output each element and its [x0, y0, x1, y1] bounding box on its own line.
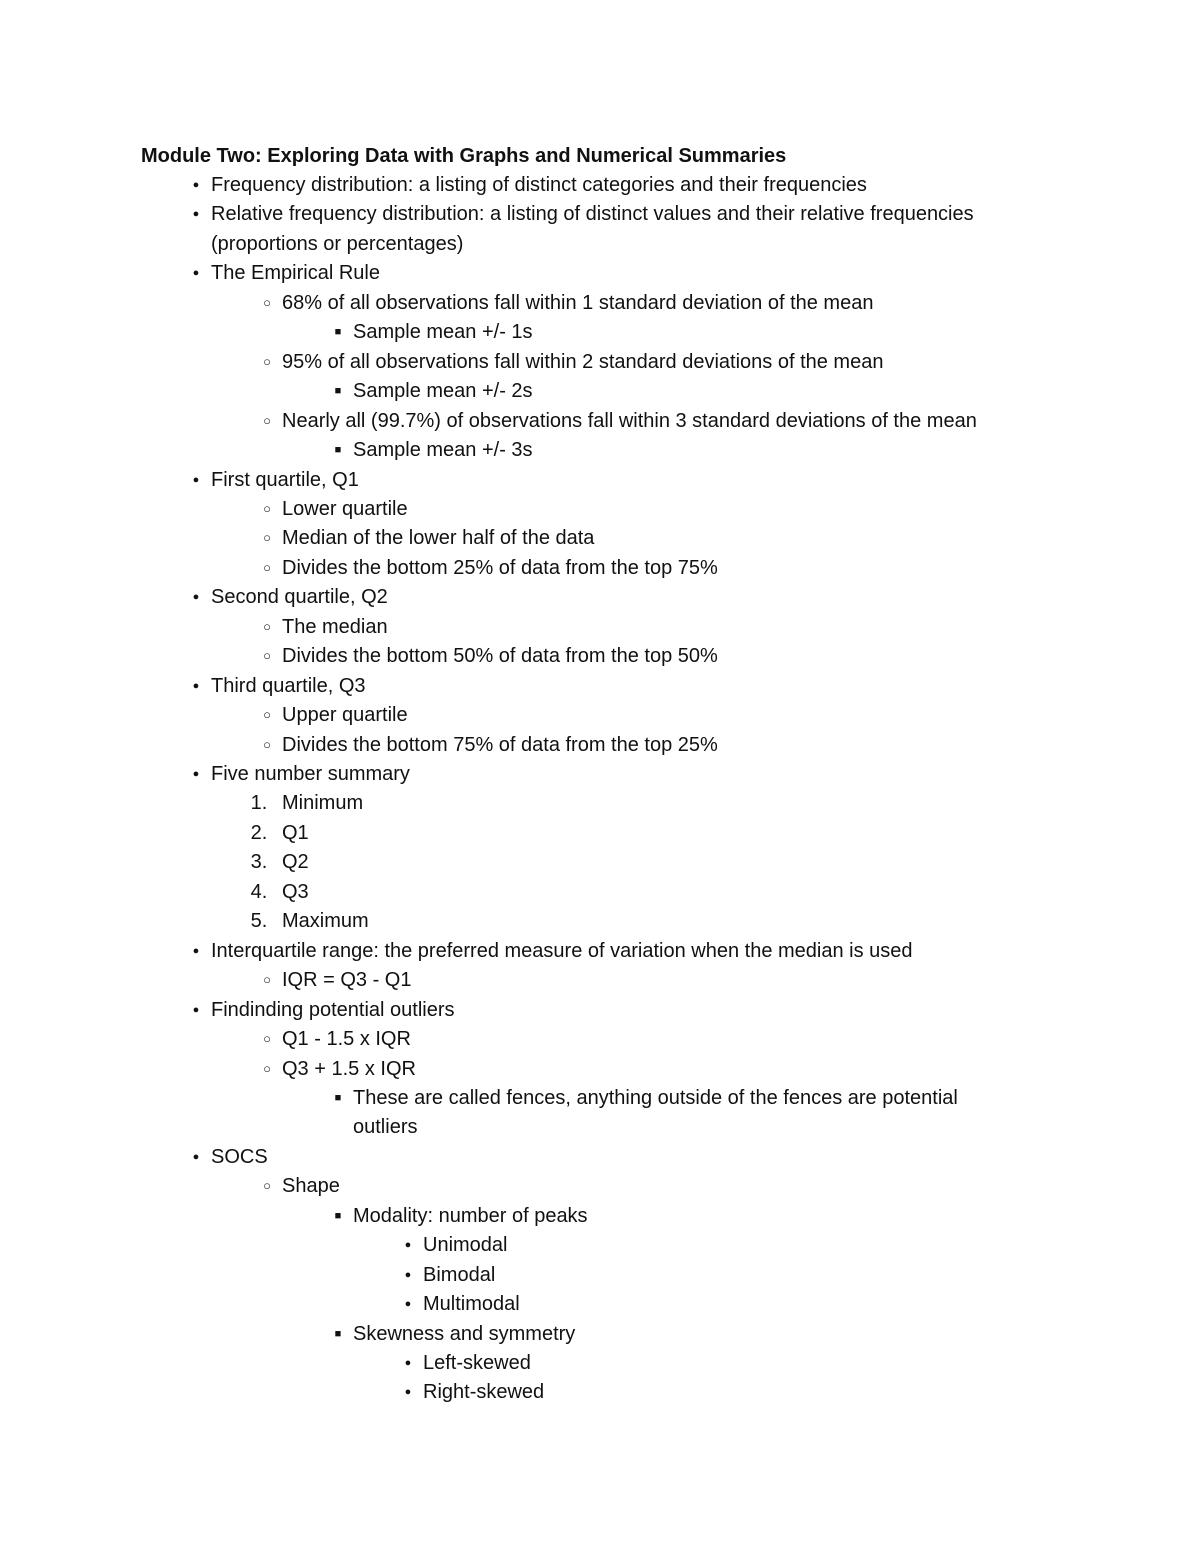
list-item-text: Divides the bottom 75% of data from the top 25% [282, 734, 718, 756]
list-item-text: Sample mean +/- 3s [353, 439, 533, 461]
bullet-circle-icon: ○ [263, 1061, 271, 1076]
bullet-dot-icon: ● [192, 267, 200, 279]
list-item-text: The median [282, 616, 388, 638]
list-item-text: outliers [353, 1116, 418, 1138]
list-item-text: SOCS [211, 1146, 268, 1168]
bullet-circle-icon: ○ [263, 737, 271, 752]
list-item-text: 68% of all observations fall within 1 standard deviation of the mean [282, 292, 874, 314]
list-item-text: Right-skewed [423, 1381, 545, 1403]
list-item-text: Shape [282, 1175, 340, 1197]
list-item-text: Q2 [282, 851, 309, 873]
list-item-text: Upper quartile [282, 704, 408, 726]
bullet-dot-icon: ● [192, 945, 200, 957]
bullet-dot-icon: ● [404, 1386, 412, 1398]
bullet-dot-icon: ● [404, 1298, 412, 1310]
list-item-text: Median of the lower half of the data [282, 527, 595, 549]
list-number: 4. [250, 881, 268, 903]
bullet-square-icon: ■ [334, 1328, 342, 1340]
bullet-circle-icon: ○ [263, 1031, 271, 1046]
bullet-square-icon: ■ [334, 444, 342, 456]
bullet-circle-icon: ○ [263, 501, 271, 516]
list-item-text: First quartile, Q1 [211, 469, 359, 491]
list-number: 3. [250, 851, 268, 873]
list-item-text: Interquartile range: the preferred measure of variation when the median is used [211, 940, 913, 962]
list-item-text: Q3 [282, 881, 309, 903]
list-item-text: Unimodal [423, 1234, 508, 1256]
list-item-text: Skewness and symmetry [353, 1323, 576, 1345]
bullet-dot-icon: ● [404, 1269, 412, 1281]
bullet-dot-icon: ● [192, 768, 200, 780]
list-item-text: Lower quartile [282, 498, 408, 520]
bullet-dot-icon: ● [404, 1357, 412, 1369]
bullet-dot-icon: ● [192, 1151, 200, 1163]
bullet-dot-icon: ● [192, 208, 200, 220]
list-item-text: Modality: number of peaks [353, 1205, 588, 1227]
list-number: 1. [250, 792, 268, 814]
bullet-circle-icon: ○ [263, 972, 271, 987]
bullet-circle-icon: ○ [263, 1178, 271, 1193]
list-item-text: (proportions or percentages) [211, 233, 464, 255]
bullet-dot-icon: ● [192, 179, 200, 191]
list-item-text: These are called fences, anything outside of the fences are potential [353, 1087, 958, 1109]
bullet-square-icon: ■ [334, 326, 342, 338]
list-item-text: IQR = Q3 - Q1 [282, 969, 412, 991]
list-item-text: Sample mean +/- 1s [353, 321, 533, 343]
bullet-square-icon: ■ [334, 385, 342, 397]
list-item-text: Divides the bottom 50% of data from the top 50% [282, 645, 718, 667]
bullet-circle-icon: ○ [263, 648, 271, 663]
list-item-text: Minimum [282, 792, 364, 814]
list-number: 2. [250, 822, 268, 844]
bullet-dot-icon: ● [404, 1239, 412, 1251]
list-item-text: Third quartile, Q3 [211, 675, 366, 697]
list-item-text: Nearly all (99.7%) of observations fall within 3 standard deviations of the mean [282, 410, 977, 432]
page-title: Module Two: Exploring Data with Graphs and Numerical Summaries [141, 145, 787, 167]
bullet-circle-icon: ○ [263, 295, 271, 310]
list-item-text: Frequency distribution: a listing of distinct categories and their frequencies [211, 174, 867, 196]
bullet-dot-icon: ● [192, 591, 200, 603]
bullet-dot-icon: ● [192, 1004, 200, 1016]
list-item-text: Left-skewed [423, 1352, 531, 1374]
list-item-text: Q1 [282, 822, 309, 844]
bullet-square-icon: ■ [334, 1210, 342, 1222]
bullet-dot-icon: ● [192, 680, 200, 692]
bullet-circle-icon: ○ [263, 413, 271, 428]
bullet-circle-icon: ○ [263, 530, 271, 545]
bullet-circle-icon: ○ [263, 619, 271, 634]
list-item-text: Findinding potential outliers [211, 999, 455, 1021]
list-item-text: Q1 - 1.5 x IQR [282, 1028, 411, 1050]
list-item-text: Relative frequency distribution: a listing of distinct values and their relative frequencies [211, 203, 974, 225]
bullet-square-icon: ■ [334, 1092, 342, 1104]
list-item-text: 95% of all observations fall within 2 standard deviations of the mean [282, 351, 884, 373]
bullet-circle-icon: ○ [263, 707, 271, 722]
list-item-text: Second quartile, Q2 [211, 586, 388, 608]
list-item-text: Maximum [282, 910, 369, 932]
list-item-text: Five number summary [211, 763, 410, 785]
list-number: 5. [250, 910, 268, 932]
bullet-dot-icon: ● [192, 474, 200, 486]
list-item-text: Divides the bottom 25% of data from the top 75% [282, 557, 718, 579]
list-item-text: Multimodal [423, 1293, 520, 1315]
list-item-text: The Empirical Rule [211, 262, 380, 284]
bullet-circle-icon: ○ [263, 354, 271, 369]
list-item-text: Sample mean +/- 2s [353, 380, 533, 402]
list-item-text: Bimodal [423, 1264, 496, 1286]
list-item-text: Q3 + 1.5 x IQR [282, 1058, 416, 1080]
bullet-circle-icon: ○ [263, 560, 271, 575]
